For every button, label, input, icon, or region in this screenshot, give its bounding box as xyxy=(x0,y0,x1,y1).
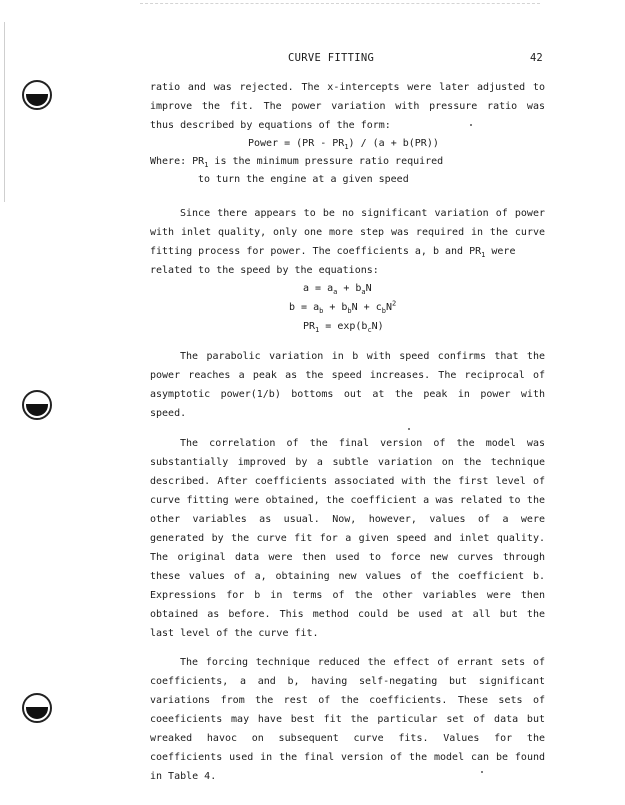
text-line: last level of the curve fit. xyxy=(150,628,319,639)
text-line: The correlation of the final version of the model was xyxy=(180,438,545,449)
text-line: with inlet quality, only one more step was required in the curve xyxy=(150,227,545,238)
scan-speck xyxy=(408,428,410,430)
text-line: asymptotic power(1/b) bottoms out at the peak in power with xyxy=(150,389,545,400)
text-line: generated by the curve fit for a given speed and inlet quality. xyxy=(150,533,545,544)
text-line: The original data were then used to force new curves through xyxy=(150,552,545,563)
text-line: speed. xyxy=(150,408,187,419)
text-line: other variables as usual. Now, however, values of a were xyxy=(150,514,545,525)
where-clause-continued: to turn the engine at a given speed xyxy=(198,174,409,185)
text-line: ratio and was rejected. The x-intercepts were later adjusted to xyxy=(150,82,545,93)
text-line: curve fitting were obtained, the coefficient a was related to the xyxy=(150,495,545,506)
equation-power: Power = $(PR - PR_1) / (a + b(PR))$ xyxy=(248,138,439,151)
text-line: Since there appears to be no significant variation of power xyxy=(180,208,545,219)
binder-hole-icon xyxy=(22,390,52,420)
equation-a: $a = a_a + b_aN$ xyxy=(303,283,372,296)
scan-speck xyxy=(470,124,472,126)
scan-speck xyxy=(481,771,483,773)
where-clause: Where: $PR_1$ is the minimum pressure ratio required xyxy=(150,156,444,169)
equation-b: $b = a_b + b_bN + c_bN^2$ xyxy=(289,299,397,315)
text-line: substantially improved by a subtle variation on the technique xyxy=(150,457,545,468)
text-line: thus described by equations of the form: xyxy=(150,120,391,131)
text-line: these values of a, obtaining new values of the coefficient b. xyxy=(150,571,545,582)
text-line: coefficients used in the final version of the model can be found xyxy=(150,752,545,763)
page-title: CURVE FITTING xyxy=(288,52,375,64)
text-line: in Table 4. xyxy=(150,771,217,782)
text-line: improve the fit. The power variation with pressure ratio was xyxy=(150,101,545,112)
equation-pr1: $PR_1 = \exp(b_cN)$ xyxy=(303,321,384,334)
text-line: Expressions for b in terms of the other variables were then xyxy=(150,590,545,601)
text-line: obtained as before. This method could be used at all but the xyxy=(150,609,545,620)
binder-hole-icon xyxy=(22,80,52,110)
text-line: described. After coefficients associated with the first level of xyxy=(150,476,545,487)
text-line: coeeficients may have best fit the particular set of data but xyxy=(150,714,545,725)
text-line: coefficients, a and b, having self-negating but significant xyxy=(150,676,545,687)
binder-hole-icon xyxy=(22,693,52,723)
text-line: related to the speed by the equations: xyxy=(150,265,379,276)
text-line: power reaches a peak as the speed increases. The reciprocal of xyxy=(150,370,545,381)
scan-edge-line xyxy=(4,22,5,202)
text-line: variations from the rest of the coefficients. These sets of xyxy=(150,695,545,706)
text-line: The parabolic variation in b with speed confirms that the xyxy=(180,351,545,362)
text-line: fitting process for power. The coefficients a, b and $PR_1$ were xyxy=(150,246,516,259)
scan-artifact-top xyxy=(140,3,540,10)
page-number: 42 xyxy=(530,52,543,64)
text-line: The forcing technique reduced the effect of errant sets of xyxy=(180,657,545,668)
text-line: wreaked havoc on subsequent curve fits. Values for the xyxy=(150,733,545,744)
